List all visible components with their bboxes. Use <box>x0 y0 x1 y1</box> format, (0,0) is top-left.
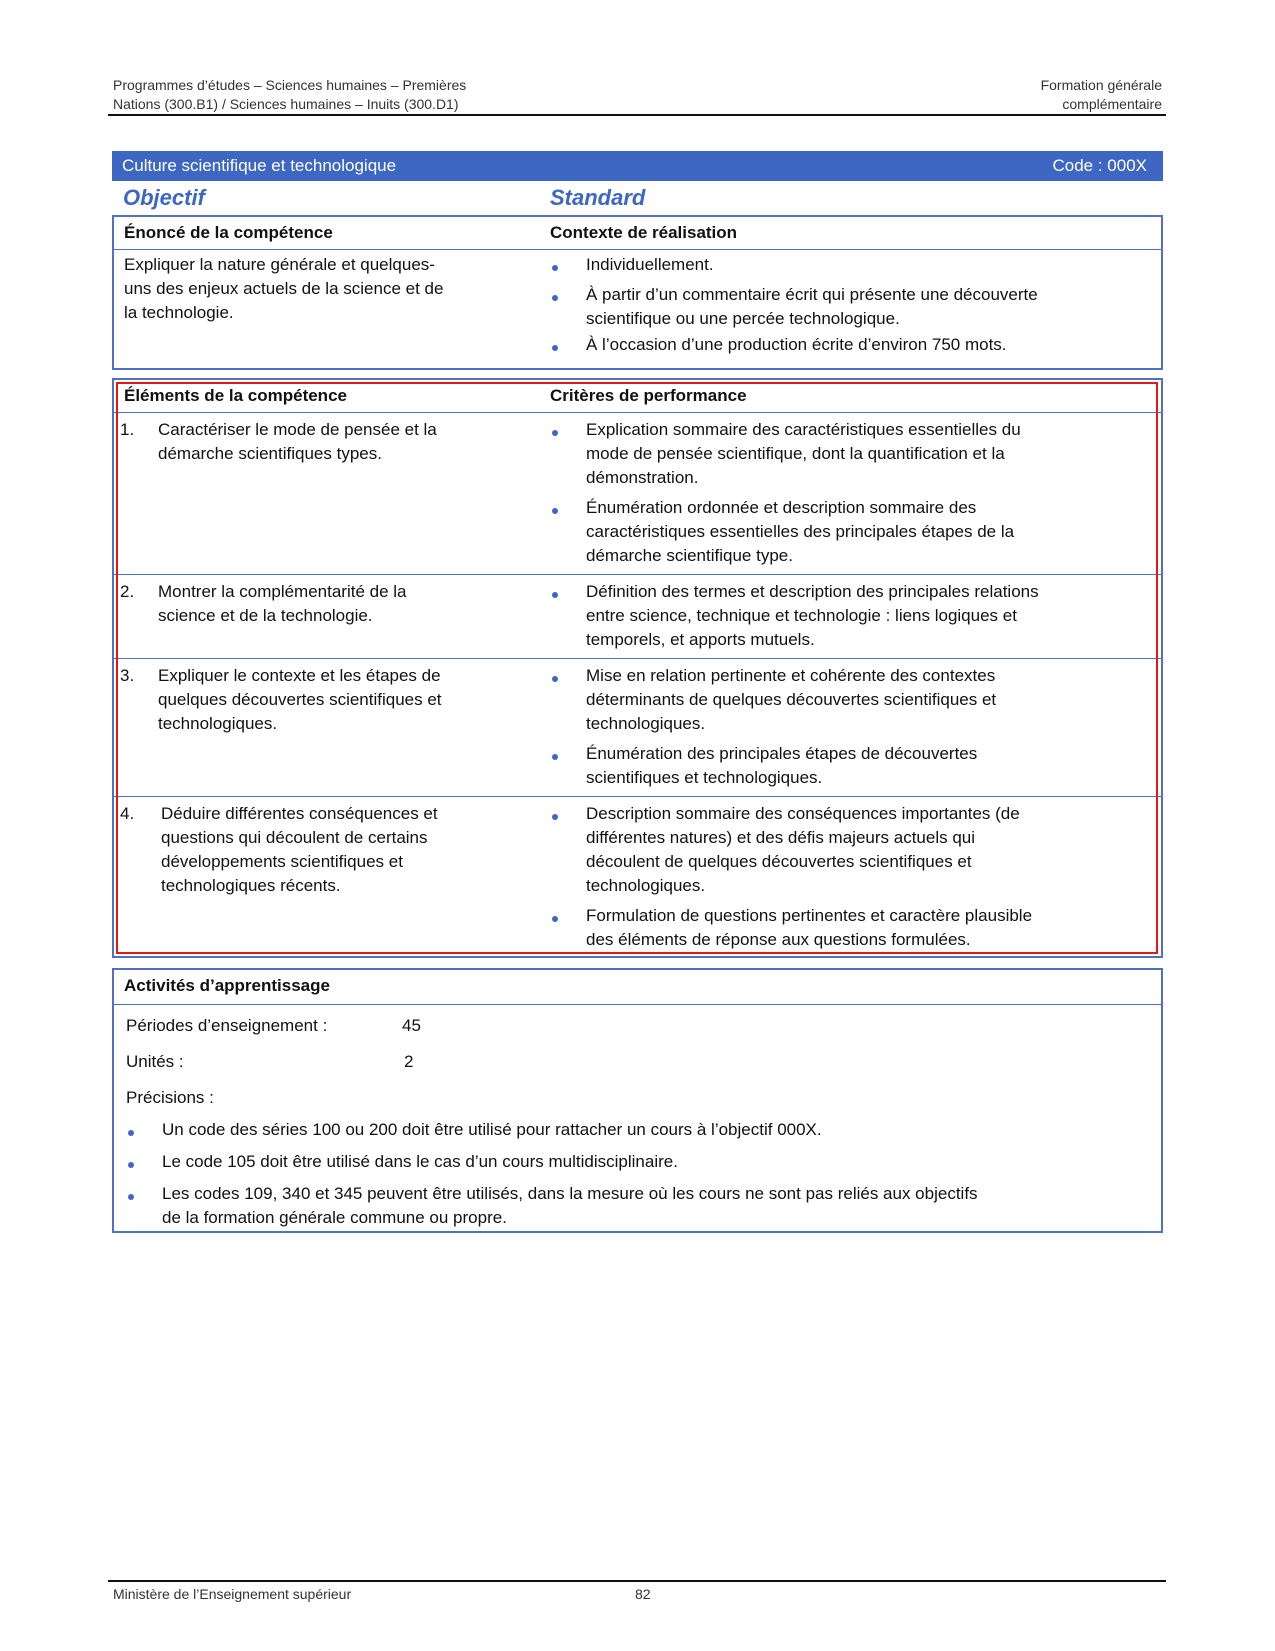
competence-statement <box>124 253 524 325</box>
units-label: Unités : <box>126 1052 184 1071</box>
criterion-item <box>586 802 1020 898</box>
criterion-item <box>586 742 977 790</box>
element-text <box>158 664 538 736</box>
standard-label: Standard <box>550 185 646 210</box>
precision-item <box>162 1150 678 1174</box>
bullet-icon <box>552 265 558 271</box>
units-value: 2 <box>404 1052 414 1071</box>
bullet-icon <box>552 295 558 301</box>
criterion-line: déterminants de quelques découvertes scientifiques et <box>586 690 997 709</box>
row-divider <box>114 574 1161 575</box>
element-line: Expliquer le contexte et les étapes de <box>158 666 441 685</box>
element-line: technologiques récents. <box>161 876 341 895</box>
bullet-icon <box>552 754 558 760</box>
element-text <box>161 802 541 898</box>
elements-header-divider <box>114 412 1161 413</box>
element-text <box>158 580 538 628</box>
periods-label: Périodes d’enseignement : <box>126 1016 328 1035</box>
activities-table <box>112 968 1163 1233</box>
bullet-icon <box>552 430 558 436</box>
criterion-line: technologiques. <box>586 714 706 733</box>
criterion-line: Description sommaire des conséquences importantes (de <box>586 804 1020 823</box>
objective-title: Culture scientifique et technologique <box>122 156 397 175</box>
bullet-icon <box>552 508 558 514</box>
criterion-line: Énumération ordonnée et description sommaire des <box>586 498 977 517</box>
statement-line: la technologie. <box>124 303 234 322</box>
activities-header-divider <box>114 1004 1161 1005</box>
precision-item <box>162 1182 1152 1230</box>
context-line: À l’occasion d’une production écrite d’environ 750 mots. <box>586 335 1007 354</box>
element-text <box>158 418 538 466</box>
bullet-icon <box>552 814 558 820</box>
competence-header-divider <box>114 249 1161 250</box>
criterion-line: caractéristiques essentielles des principales étapes de la <box>586 522 1015 541</box>
criteria-heading: Critères de performance <box>550 386 747 405</box>
competence-table <box>112 215 1163 370</box>
element-line: science et de la technologie. <box>158 606 373 625</box>
header-rule <box>108 114 1166 116</box>
criterion-line: mode de pensée scientifique, dont la quantification et la <box>586 444 1005 463</box>
footer-ministry: Ministère de l’Enseignement supérieur <box>113 1586 352 1602</box>
criterion-line: Mise en relation pertinente et cohérente des contextes <box>586 666 996 685</box>
context-line: scientifique ou une percée technologique. <box>586 309 900 328</box>
competence-statement-heading: Énoncé de la compétence <box>124 223 333 242</box>
bullet-icon <box>552 676 558 682</box>
context-item <box>586 283 1038 331</box>
criterion-item <box>586 496 1014 568</box>
elements-table <box>112 378 1163 958</box>
context-item <box>586 253 714 277</box>
precision-item <box>162 1118 822 1142</box>
header-left-line1: Programmes d’études – Sciences humaines – Premières <box>113 77 467 93</box>
elements-heading: Éléments de la compétence <box>124 386 347 405</box>
objectif-label: Objectif <box>123 185 205 210</box>
element-number: 4. <box>120 804 135 823</box>
criterion-line: entre science, technique et technologie : liens logiques et <box>586 606 1017 625</box>
activities-heading: Activités d’apprentissage <box>124 976 330 995</box>
bullet-icon <box>128 1162 134 1168</box>
criterion-line: Explication sommaire des caractéristiques essentielles du <box>586 420 1021 439</box>
criterion-line: différentes natures) et des défis majeurs actuels qui <box>586 828 976 847</box>
header-right-line1: Formation générale <box>1040 77 1162 93</box>
footer-rule <box>108 1580 1166 1582</box>
header-right-line2: complémentaire <box>1062 96 1162 112</box>
periods-value: 45 <box>402 1016 421 1035</box>
bullet-icon <box>552 916 558 922</box>
criterion-line: technologiques. <box>586 876 706 895</box>
criterion-item <box>586 580 1039 652</box>
element-line: Caractériser le mode de pensée et la <box>158 420 437 439</box>
element-line: Montrer la complémentarité de la <box>158 582 407 601</box>
context-heading: Contexte de réalisation <box>550 223 738 242</box>
objective-title-bar <box>112 151 1163 181</box>
row-divider <box>114 796 1161 797</box>
element-number: 1. <box>120 420 135 439</box>
criterion-line: Formulation de questions pertinentes et caractère plausible <box>586 906 1033 925</box>
criterion-line: Définition des termes et description des principales relations <box>586 582 1039 601</box>
running-header-left <box>113 76 713 114</box>
element-line: démarche scientifiques types. <box>158 444 382 463</box>
context-line: À partir d’un commentaire écrit qui présente une découverte <box>586 285 1038 304</box>
statement-line: uns des enjeux actuels de la science et de <box>124 279 444 298</box>
element-line: quelques découvertes scientifiques et <box>158 690 442 709</box>
precision-line: de la formation générale commune ou propre. <box>162 1208 507 1227</box>
bullet-icon <box>552 345 558 351</box>
context-item <box>586 333 1007 357</box>
element-line: questions qui découlent de certains <box>161 828 428 847</box>
bullet-icon <box>128 1130 134 1136</box>
criterion-item <box>586 418 1021 490</box>
context-line: Individuellement. <box>586 255 714 274</box>
criterion-item <box>586 904 1032 952</box>
objective-code: Code : 000X <box>1052 156 1147 175</box>
element-line: développements scientifiques et <box>161 852 403 871</box>
criterion-line: démonstration. <box>586 468 699 487</box>
precision-line: Les codes 109, 340 et 345 peuvent être utilisés, dans la mesure où les cours ne sont pas reliés aux objectifs <box>162 1184 978 1203</box>
page-number: 82 <box>635 1586 651 1602</box>
criterion-line: scientifiques et technologiques. <box>586 768 823 787</box>
criterion-line: découlent de quelques découvertes scientifiques et <box>586 852 972 871</box>
bullet-icon <box>128 1194 134 1200</box>
criterion-item <box>586 664 996 736</box>
criterion-line: temporels, et apports mutuels. <box>586 630 815 649</box>
element-number: 3. <box>120 666 135 685</box>
precision-line: Le code 105 doit être utilisé dans le cas d’un cours multidisciplinaire. <box>162 1152 678 1171</box>
element-number: 2. <box>120 582 135 601</box>
bullet-icon <box>552 592 558 598</box>
element-line: technologiques. <box>158 714 278 733</box>
precision-line: Un code des séries 100 ou 200 doit être utilisé pour rattacher un cours à l’objectif 000X. <box>162 1120 822 1139</box>
header-left-line2: Nations (300.B1) / Sciences humaines – Inuits (300.D1) <box>113 96 459 112</box>
row-divider <box>114 658 1161 659</box>
precisions-label: Précisions : <box>126 1088 214 1107</box>
running-header-right <box>900 76 1162 114</box>
criterion-line: démarche scientifique type. <box>586 546 793 565</box>
criterion-line: Énumération des principales étapes de découvertes <box>586 744 978 763</box>
criterion-line: des éléments de réponse aux questions formulées. <box>586 930 971 949</box>
statement-line: Expliquer la nature générale et quelques- <box>124 255 435 274</box>
element-line: Déduire différentes conséquences et <box>161 804 438 823</box>
